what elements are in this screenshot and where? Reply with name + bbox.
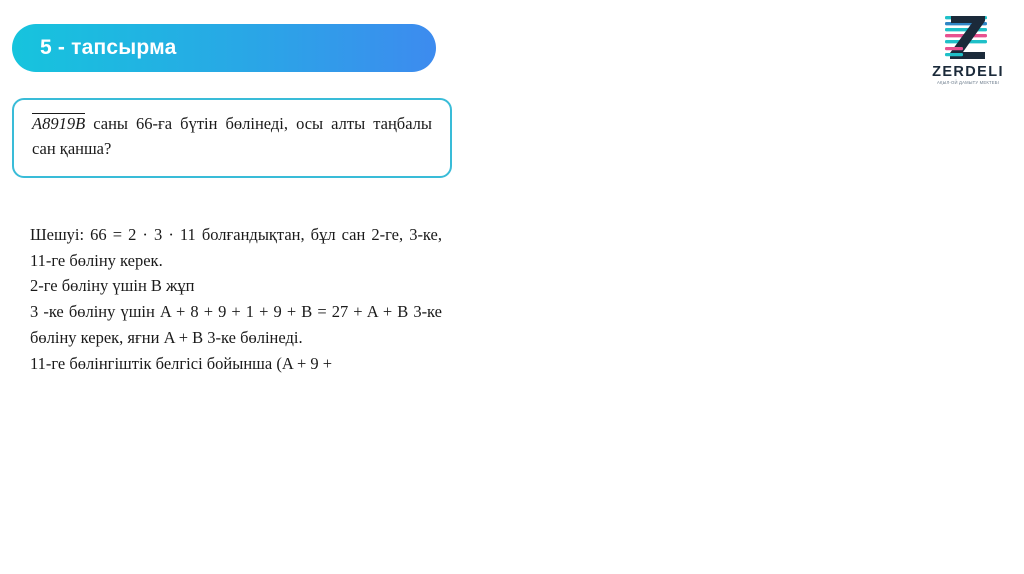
solution-line-2: 2-ге бөліну үшін B жұп (30, 276, 195, 296)
overlined-number: A8919B (32, 114, 86, 133)
page-title: 5 - тапсырма (40, 36, 177, 59)
logo-wordmark: ZERDELI (932, 64, 1004, 80)
solution-block (30, 222, 442, 376)
logo-subtitle: АҚЫЛ-ОЙ ДАМЫТУ МЕКТЕБІ (936, 80, 1000, 85)
solution-line-3: 3 -ке бөліну үшін A + 8 + 9 + 1 + 9 + B = 27 + A + B 3-ке бөліну керек, яғни A + B 3-ке бөлінеді. (30, 302, 442, 347)
solution-line-4: 11-ге бөлінгіштік белгісі бойынша (A + 9 + (30, 353, 333, 373)
solution-line-1: Шешуі: 66 = 2 · 3 · 11 болғандықтан, бұл сан 2-ге, 3-ке, 11-ге бөліну керек. (30, 225, 442, 270)
problem-statement-text (32, 112, 432, 162)
zerdeli-logo (925, 14, 1011, 86)
problem-statement-box (12, 98, 452, 178)
problem-statement-rest: саны 66-ға бүтін бөлінеді, осы алты таңбалы сан қанша? (32, 114, 432, 158)
slide-title-banner (12, 24, 436, 72)
books-icon (937, 14, 999, 64)
